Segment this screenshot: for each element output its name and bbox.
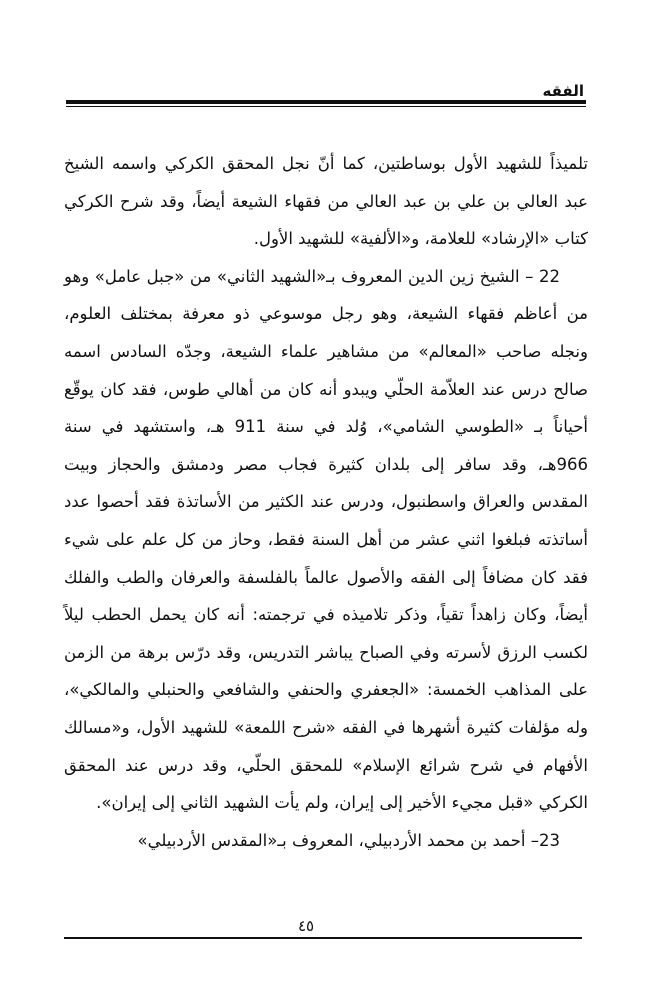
header-rule-thin [66, 106, 586, 107]
header-rule-thick [66, 100, 586, 104]
footer-rule [64, 937, 582, 939]
paragraph-entry-22: 22 – الشيخ زين الدين المعروف بـ«الشهيد الثاني» من «جبل عامل» وهو من أعاظم فقهاء الشيعة، وهو رجل موسوعي ذو معرفة بمختلف العلوم، ونجله صاحب «المعالم» من مشاهير علماء الشيعة، وجدّه السادس اسمه صالح درس عند العلاّمة الحلّي ويبدو أنه كان من أهالي طوس، فقد كان يوقّع أحياناً بـ «الطوسي الشامي»، وُلد في سنة 911 هـ، واستشهد في سنة 966هـ، وقد سافر إلى بلدان كثيرة فجاب مصر ودمشق والحجاز وبيت المقدس والعراق واسطنبول، ودرس عند الكثير من الأساتذة فقد أحصوا عدد أساتذته فبلغوا اثني عشر من أهل السنة فقط، وحاز من كل علم على شيء فقد كان مضافاً إلى الفقه والأصول عالماً بالفلسفة والعرفان والطب والفلك أيضاً، وكان زاهداً تقياً، وذكر تلاميذه في ترجمته: أنه كان يحمل الحطب ليلاً لكسب الرزق لأسرته وفي الصباح يباشر التدريس، وقد درّس برهة من الزمن على المذاهب الخمسة: «الجعفري والحنفي والشافعي والحنبلي والمالكي»، وله مؤلفات كثيرة أشهرها في الفقه «شرح اللمعة» للشهيد الأول، و«مسالك الأفهام في شرح شرائع الإسلام» للمحقق الحلّي، وقد درس عند المحقق الكركي «قبل مجيء الأخير إلى إيران، ولم يأت الشهيد الثاني إلى إيران». [64, 266, 588, 813]
running-header-title: الفقه [542, 82, 584, 100]
body-text [64, 145, 588, 859]
paragraph-entry-23: 23– أحمد بن محمد الأردبيلي، المعروف بـ«المقدس الأردبيلي» [137, 830, 560, 850]
page-number: ٤٥ [297, 917, 315, 935]
paragraph-continuation: تلميذاً للشهيد الأول بوساطتين، كما أنّ نجل المحقق الكركي واسمه الشيخ عبد العالي بن علي بن عبد العالي من فقهاء الشيعة أيضاً، وقد شرح الكركي كتاب «الإرشاد» للعلامة، و«الألفية» للشهيد الأول. [64, 154, 588, 249]
